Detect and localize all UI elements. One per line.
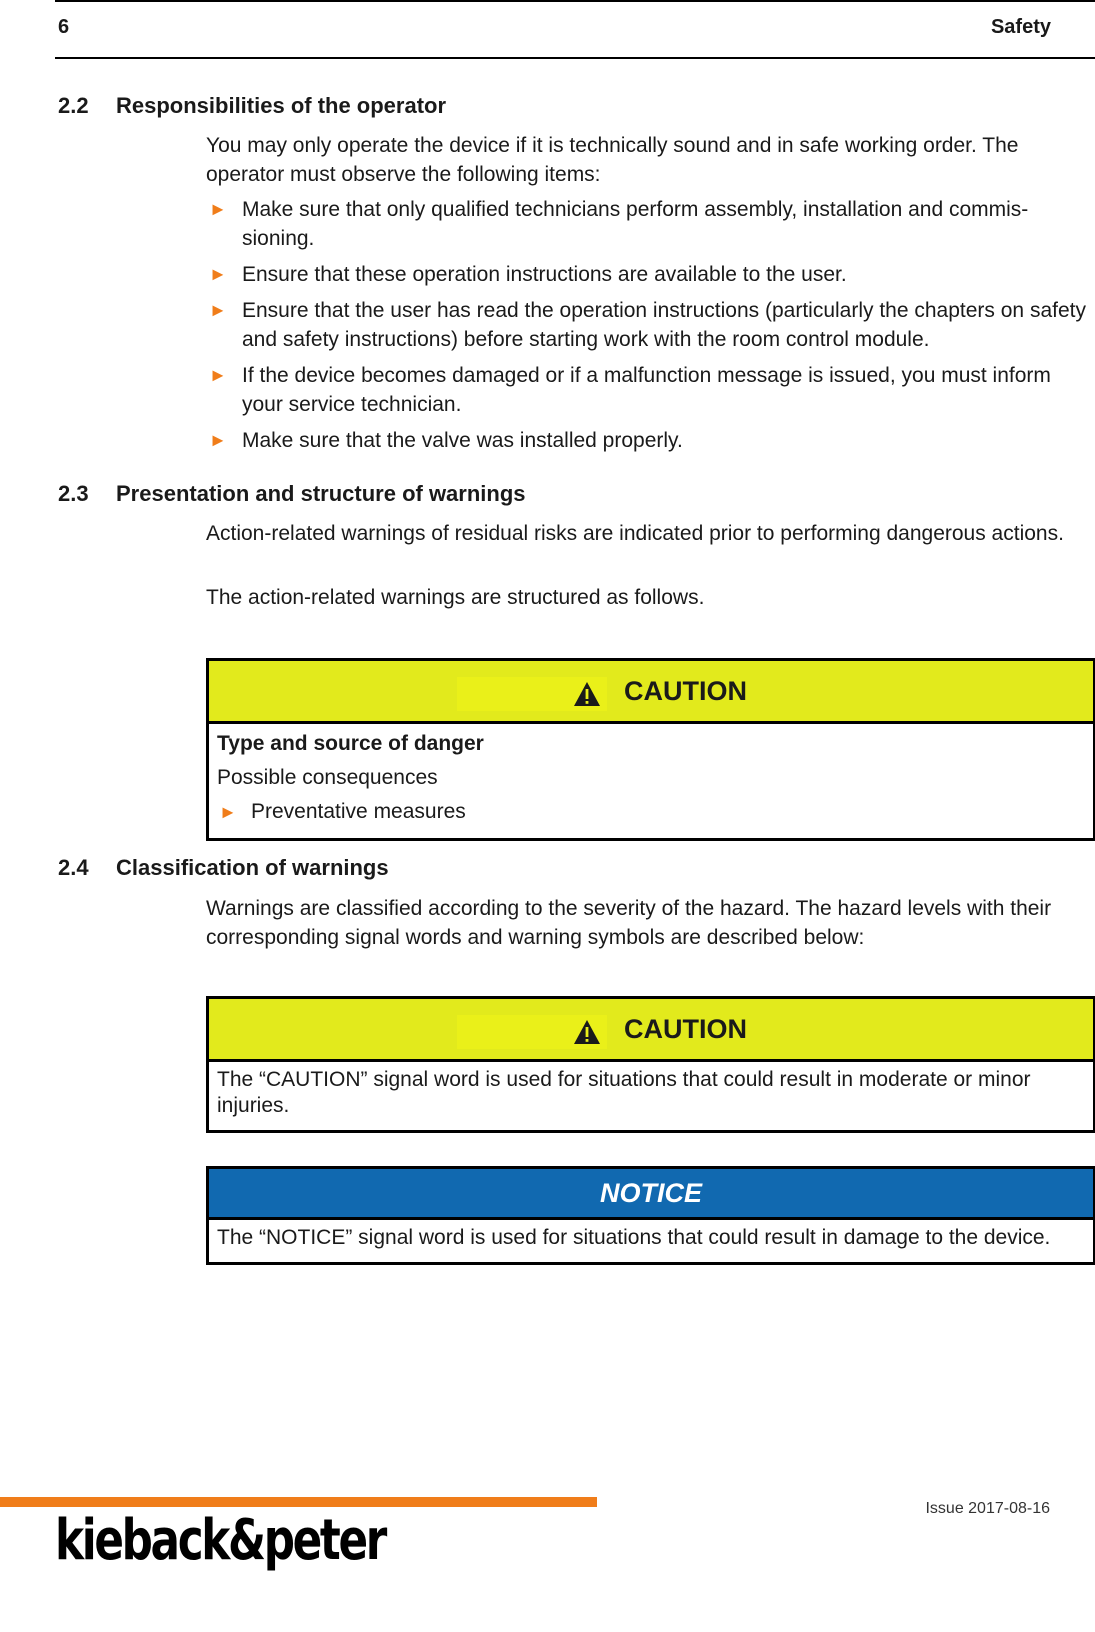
danger-measures: ► Preventative measures [217,798,1085,826]
heading-2-2 [58,93,446,119]
heading-title: Presentation and structure of warnings [116,481,526,506]
operator-intro: You may only operate the device if it is technically sound and in safe working order. The operator must observe the following items: [206,134,1019,186]
signal-word: CAUTION [624,676,747,706]
notice-header [209,1169,1093,1220]
page-number: 6 [58,16,70,38]
list-item: ► Make sure that only qualified technicians perform assembly, installation and commis-sioning. [206,195,1086,253]
signal-word: CAUTION [624,1014,747,1044]
danger-consequences: Possible consequences [217,766,438,789]
caution-header [209,999,1093,1062]
bullet-arrow-icon: ► [209,199,227,219]
header-top-rule [55,0,1095,2]
heading-number: 2.2 [58,93,89,118]
kieback-peter-logo: kieback&peter [55,1508,385,1573]
warning-triangle-icon [573,1019,601,1045]
list-item: ► Ensure that these operation instructions are available to the user. [206,260,1086,289]
list-item: ► Ensure that the user has read the operation instructions (particularly the chapters on safety and safety instructions) before starting work with the room control module. [206,296,1086,354]
warnings-intro: Action-related warnings of residual risks are indicated prior to performing dangerous actions. [206,522,1064,545]
heading-2-3 [58,481,526,507]
issue-date: Issue 2017-08-16 [925,1500,1050,1517]
heading-title: Responsibilities of the operator [116,93,447,118]
signal-word: NOTICE [599,1178,702,1208]
caution-classification-box [206,996,1095,1133]
heading-number: 2.3 [58,481,89,506]
operator-responsibilities-list [206,195,1086,462]
heading-title: Classification of warnings [116,855,389,880]
list-item: ► If the device becomes damaged or if a malfunction message is issued, you must inform your service technician. [206,361,1086,419]
caution-description: The “CAUTION” signal word is used for situations that could result in moderate or minor injuries. [217,1068,1031,1117]
caution-header [209,661,1093,724]
notice-description: The “NOTICE” signal word is used for situations that could result in damage to the device. [217,1226,1051,1249]
caution-structure-box [206,658,1095,841]
bullet-arrow-icon: ► [209,264,227,284]
header-bottom-rule [55,57,1095,59]
warnings-structure-text: The action-related warnings are structured as follows. [206,586,705,609]
running-header-section: Safety [990,16,1051,38]
bullet-arrow-icon: ► [209,430,227,450]
bullet-arrow-icon: ► [219,802,237,822]
heading-number: 2.4 [58,855,89,880]
footer-accent-bar [0,1497,597,1507]
caution-body [209,724,1093,838]
bullet-arrow-icon: ► [209,365,227,385]
classification-intro: Warnings are classified according to the severity of the hazard. The hazard levels with their corresponding signal words and warning symbols are described below: [206,897,1052,949]
warning-triangle-icon [573,681,601,707]
heading-2-4 [58,855,389,881]
notice-classification-box [206,1166,1095,1265]
bullet-arrow-icon: ► [209,300,227,320]
danger-type: Type and source of danger [217,732,484,755]
list-item: ► Make sure that the valve was installed properly. [206,426,1086,455]
